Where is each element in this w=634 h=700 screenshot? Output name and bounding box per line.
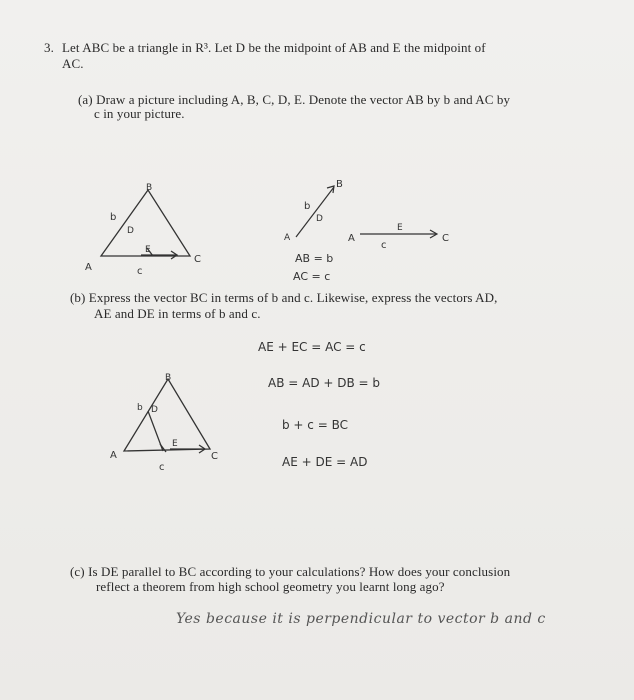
triangle-2-tick [160,444,166,452]
fig2-label-c: C [442,233,449,244]
triangle-2-median [148,411,163,451]
fig3-label-d: D [151,405,158,415]
handwritten-eq-4: AE + DE = AD [282,455,368,469]
fig2-label-e: E [397,223,403,233]
fig3-label-b-vector: b [137,403,143,413]
part-c-line1: (c) Is DE parallel to BC according to your calculations? How does your conclusion [70,564,511,579]
handwritten-eq-3: b + c = BC [282,418,348,432]
triangle-2-arrowhead [199,445,205,453]
handwritten-eq-2: AB = AD + DB = b [268,376,381,390]
fig2-label-a2: A [348,233,355,244]
vector-ac-arrowhead [430,230,437,238]
triangle-1-outline [101,190,190,256]
fig2-label-b-vector: b [304,201,311,212]
fig2-label-c-vector: c [381,240,387,251]
part-b-line1: (b) Express the vector BC in terms of b and c. Likewise, express the vectors AD, [70,290,498,305]
fig1-label-e: E [145,245,151,255]
eq-ab-equals-b: AB = b [295,252,334,265]
eq-ac-equals-c: AC = c [293,270,331,283]
triangle-2-outline [124,379,210,451]
fig3-label-c: C [211,451,218,462]
vector-ab-line [296,187,334,237]
fig1-label-b-vector: b [110,212,117,223]
part-a-line1: (a) Draw a picture including A, B, C, D, E. Denote the vector AB by b and AC by [78,92,511,107]
fig1-label-a: A [85,262,92,273]
problem-number: 3. [44,40,54,55]
fig1-label-d: D [127,226,134,236]
part-c-line2: reflect a theorem from high school geometry you learnt long ago? [96,579,445,594]
fig1-label-b: B [146,183,153,193]
fig3-label-e: E [172,439,178,449]
triangle-1-arrowhead [171,251,177,259]
problem-statement-line1: Let ABC be a triangle in R³. Let D be the midpoint of AB and E the midpoint of [62,40,486,55]
fig1-label-c-vector: c [137,266,143,277]
triangle-1-tick [147,248,153,256]
problem-statement-line2: AC. [62,56,84,71]
handwritten-eq-1: AE + EC = AC = c [258,340,366,354]
vector-ab-arrowhead [327,186,334,193]
fig3-label-c-vector: c [159,462,165,473]
handwritten-answer: Yes because it is perpendicular to vector b and c [176,611,546,627]
fig3-label-b: B [165,373,172,383]
fig3-label-a: A [110,450,117,461]
fig2-label-a: A [284,233,291,243]
fig2-label-b: B [336,179,343,190]
fig2-label-d: D [316,214,323,224]
part-b-line2: AE and DE in terms of b and c. [94,306,261,321]
part-a-line2: c in your picture. [94,106,185,121]
fig1-label-c: C [194,254,201,265]
